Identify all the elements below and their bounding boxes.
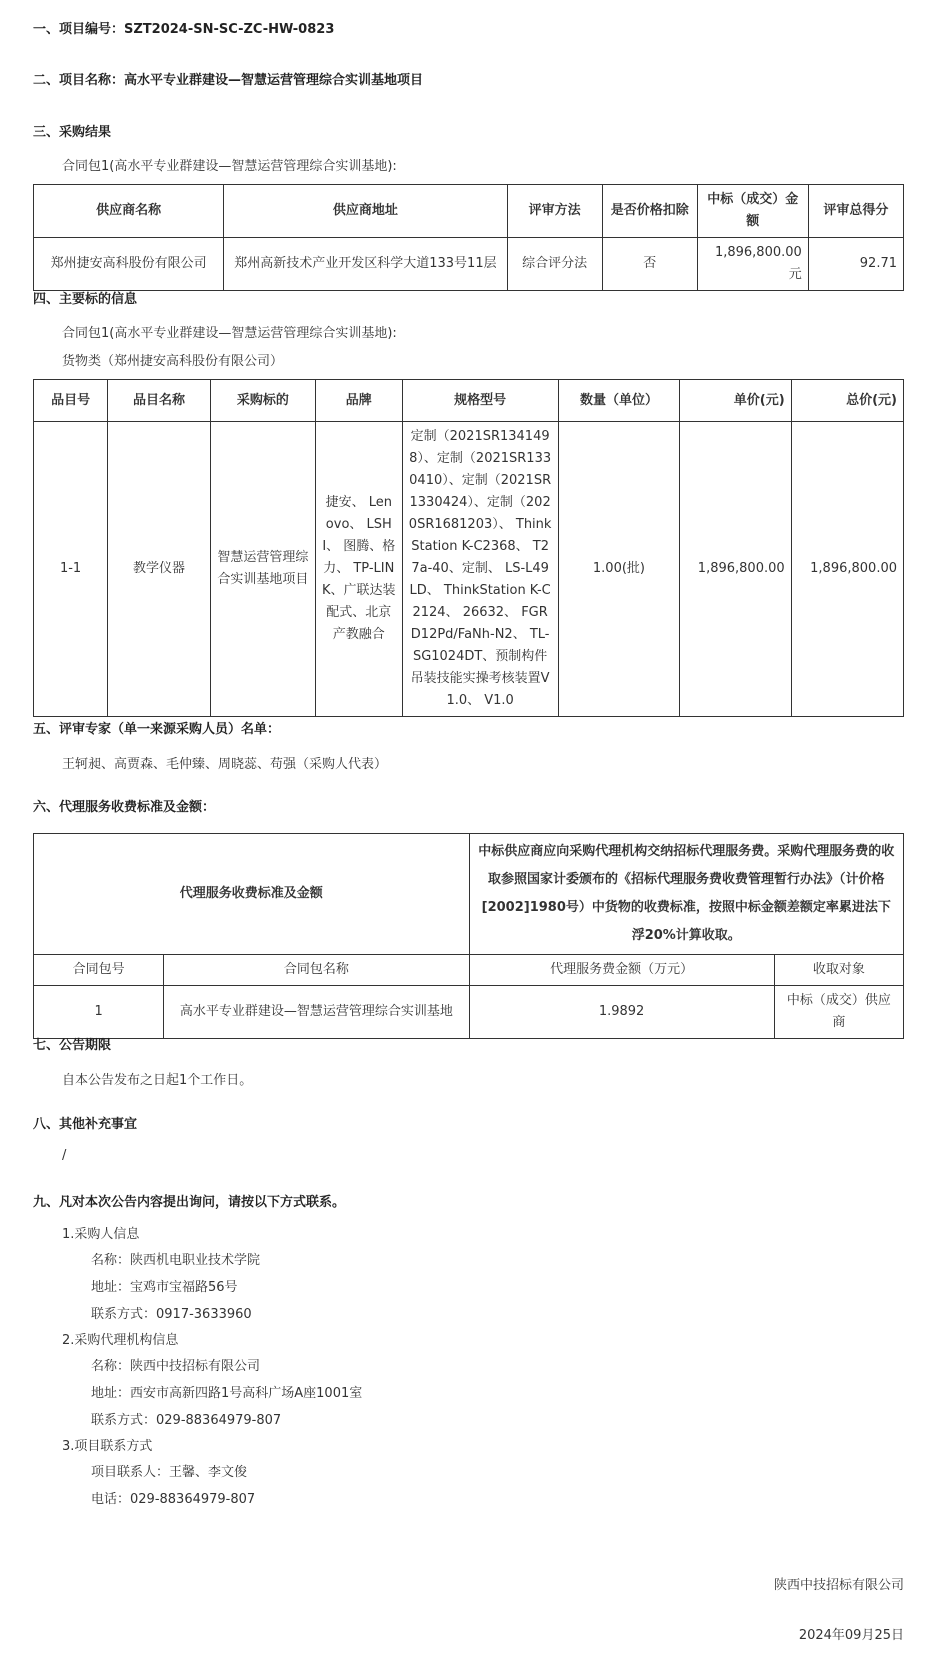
agency-heading: 2.采购代理机构信息 (62, 1333, 179, 1348)
cell-fee-amount: 1.9892 (469, 986, 774, 1039)
table-row (34, 986, 904, 1039)
section-4-category: 货物类（郑州捷安高科股份有限公司） (62, 354, 284, 369)
project-name-label: 二、项目名称： (33, 73, 125, 88)
header-subject: 采购标的 (210, 380, 315, 422)
cell-fee-payer: 中标（成交）供应商 (774, 986, 903, 1039)
cell-total-price: 1,896,800.00 (791, 422, 903, 717)
project-contact-person: 项目联系人：王馨、李文俊 (91, 1465, 248, 1480)
purchaser-address: 地址：宝鸡市宝福路56号 (91, 1280, 238, 1295)
section-3-title: 三、采购结果 (33, 125, 112, 140)
table-row (34, 238, 904, 291)
footer-company: 陕西中技招标有限公司 (773, 1578, 904, 1593)
section-4-package: 合同包1(高水平专业群建设—智慧运营管理综合实训基地): (62, 326, 397, 341)
agency-name: 名称：陕西中技招标有限公司 (91, 1359, 261, 1374)
cell-supplier-address: 郑州高新技术产业开发区科学大道133号11层 (224, 238, 507, 291)
footer-date: 2024年09月25日 (798, 1628, 904, 1643)
cell-package-no: 1 (34, 986, 164, 1039)
cell-price-deduction: 否 (602, 238, 697, 291)
cell-unit-price: 1,896,800.00 (680, 422, 791, 717)
project-contact-heading: 3.项目联系方式 (62, 1439, 153, 1454)
fee-standard-label: 代理服务收费标准及金额 (34, 834, 470, 955)
section-3-package: 合同包1(高水平专业群建设—智慧运营管理综合实训基地): (62, 159, 397, 174)
agency-contact: 联系方式：029-88364979-807 (91, 1413, 282, 1428)
section-5-title: 五、评审专家（单一来源采购人员）名单： (33, 722, 281, 737)
cell-review-method: 综合评分法 (507, 238, 602, 291)
agency-address: 地址：西安市高新四路1号高科广场A座1001室 (91, 1386, 363, 1401)
table-row (34, 422, 904, 717)
project-number (33, 18, 334, 37)
main-subject-table (33, 379, 904, 717)
header-package-no: 合同包号 (34, 955, 164, 986)
other-matters: / (62, 1148, 67, 1163)
cell-supplier-name: 郑州捷安高科股份有限公司 (34, 238, 224, 291)
cell-item-name: 教学仪器 (108, 422, 211, 717)
purchaser-name: 名称：陕西机电职业技术学院 (91, 1253, 261, 1268)
project-contact-phone: 电话：029-88364979-807 (91, 1492, 256, 1507)
purchaser-heading: 1.采购人信息 (62, 1227, 140, 1242)
header-item-name: 品目名称 (108, 380, 211, 422)
header-item-no: 品目号 (34, 380, 108, 422)
section-6-title: 六、代理服务收费标准及金额： (33, 800, 216, 815)
cell-total-score: 92.71 (808, 238, 903, 291)
section-9-title: 九、凡对本次公告内容提出询问，请按以下方式联系。 (33, 1195, 346, 1210)
header-package-name: 合同包名称 (164, 955, 469, 986)
header-price-deduction: 是否价格扣除 (602, 185, 697, 238)
header-supplier-address: 供应商地址 (224, 185, 507, 238)
header-fee-amount: 代理服务费金额（万元） (469, 955, 774, 986)
header-review-method: 评审方法 (507, 185, 602, 238)
purchaser-contact: 联系方式：0917-3633960 (91, 1307, 252, 1322)
expert-list: 王轲昶、高贾森、毛仲臻、周晓蕊、苟强（采购人代表） (62, 757, 388, 772)
header-unit-price: 单价(元) (680, 380, 791, 422)
project-number-label: 一、项目编号： (33, 22, 125, 37)
fee-standard-text: 中标供应商应向采购代理机构交纳招标代理服务费。采购代理服务费的收取参照国家计委颁布的《招标代理服务费收费管理暂行办法》（计价格[2002]1980号）中货物的收费标准，按照中标金额差额定率累进法下浮20%计算收取。 (469, 834, 903, 955)
project-name (33, 69, 423, 88)
header-bid-amount: 中标（成交）金额 (697, 185, 808, 238)
header-fee-payer: 收取对象 (774, 955, 903, 986)
cell-item-no: 1-1 (34, 422, 108, 717)
header-quantity: 数量（单位） (558, 380, 680, 422)
project-number-value: SZT2024-SN-SC-ZC-HW-0823 (124, 22, 335, 37)
cell-bid-amount: 1,896,800.00元 (697, 238, 808, 291)
procurement-result-table (33, 184, 904, 291)
cell-quantity: 1.00(批) (558, 422, 680, 717)
header-spec: 规格型号 (402, 380, 558, 422)
project-name-value: 高水平专业群建设—智慧运营管理综合实训基地项目 (124, 73, 424, 88)
section-7-title: 七、公告期限 (33, 1038, 112, 1053)
cell-subject: 智慧运营管理综合实训基地项目 (210, 422, 315, 717)
cell-spec: 定制（2021SR1341498）、定制（2021SR1330410）、定制（2021SR1330424）、定制（2020SR1681203）、 ThinkStation K-C2368、 T27a-40、定制、 LS-L49LD、 ThinkStation K-C2124、 26632、 FGRD12Pd/FaNh-N2、 TL-SG1024DT、预制构件吊装技能实操考核装置V1.0、 V1.0 (402, 422, 558, 717)
agency-fee-table (33, 833, 904, 1039)
header-brand: 品牌 (315, 380, 402, 422)
notice-period: 自本公告发布之日起1个工作日。 (62, 1073, 253, 1088)
cell-package-name: 高水平专业群建设—智慧运营管理综合实训基地 (164, 986, 469, 1039)
header-total-score: 评审总得分 (808, 185, 903, 238)
section-4-title: 四、主要标的信息 (33, 292, 138, 307)
header-supplier-name: 供应商名称 (34, 185, 224, 238)
header-total-price: 总价(元) (791, 380, 903, 422)
section-8-title: 八、其他补充事宜 (33, 1117, 138, 1132)
cell-brand: 捷安、 Lenovo、 LSHI、 图腾、格力、 TP-LINK、广联达装配式、北京产教融合 (315, 422, 402, 717)
